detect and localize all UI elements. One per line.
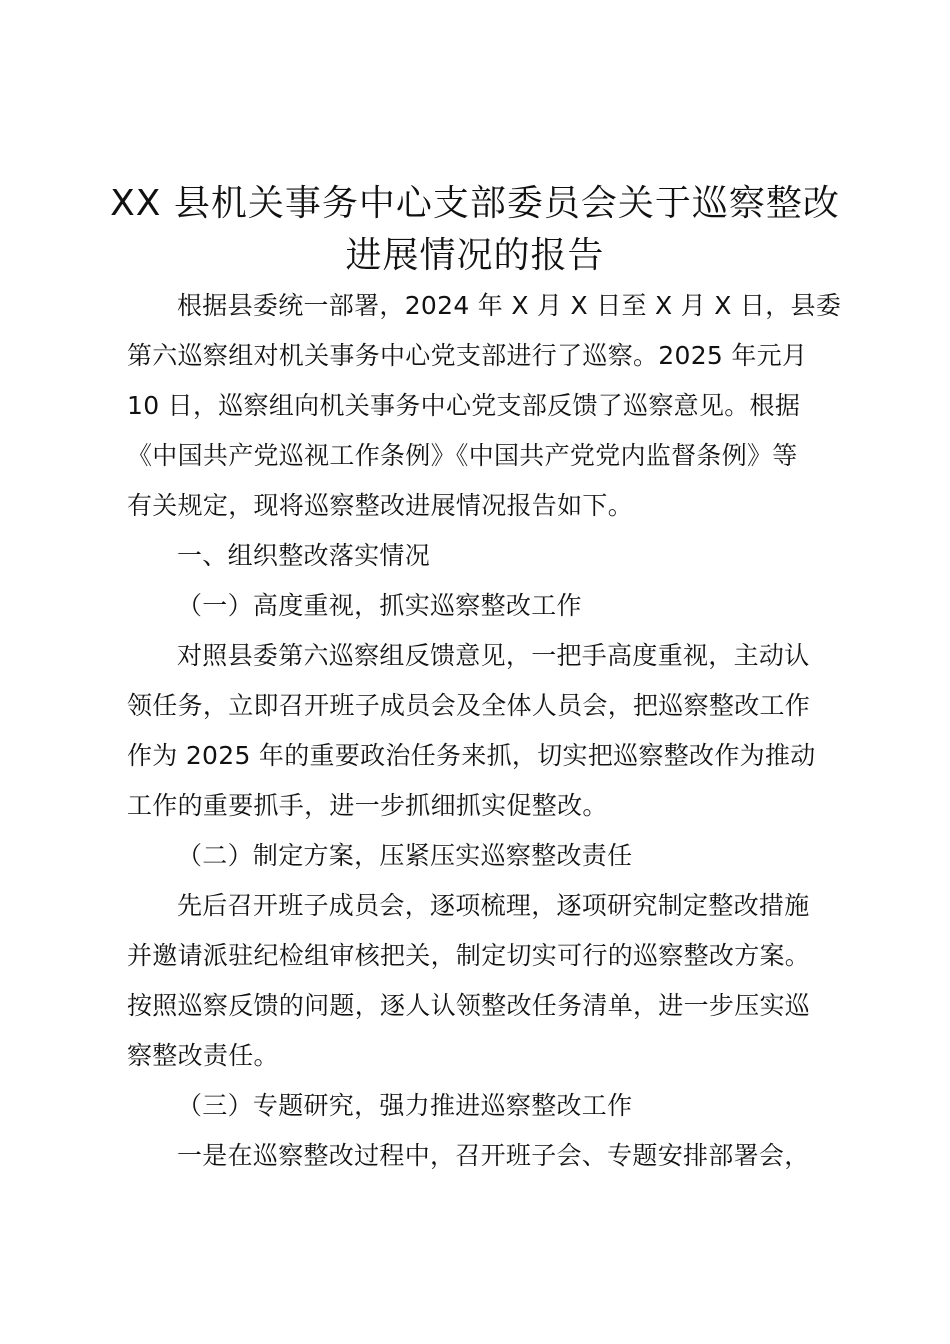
document-body bbox=[127, 281, 842, 1181]
subsection-heading: （二）制定方案，压紧压实巡察整改责任 bbox=[177, 841, 633, 870]
paragraph-intro-line: 《中国共产党巡视工作条例》《中国共产党党内监督条例》等 bbox=[127, 441, 798, 470]
title-line-2: 进展情况的报告 bbox=[345, 235, 605, 276]
paragraph-line: 一是在巡察整改过程中，召开班子会、专题安排部署会， bbox=[177, 1141, 810, 1170]
paragraph-line: 察整改责任。 bbox=[127, 1041, 279, 1070]
paragraph-line: 并邀请派驻纪检组审核把关，制定切实可行的巡察整改方案。 bbox=[127, 941, 811, 970]
subsection-heading: （三）专题研究，强力推进巡察整改工作 bbox=[177, 1091, 633, 1120]
paragraph-intro-line: 第六巡察组对机关事务中心党支部进行了巡察。2025 年元月 bbox=[127, 341, 808, 370]
title-line-1: XX 县机关事务中心支部委员会关于巡察整改 bbox=[110, 183, 840, 224]
subsection-heading: （一）高度重视，抓实巡察整改工作 bbox=[177, 591, 582, 620]
paragraph-intro-line: 有关规定，现将巡察整改进展情况报告如下。 bbox=[127, 491, 634, 520]
document-title bbox=[0, 178, 950, 282]
paragraph-line: 工作的重要抓手，进一步抓细抓实促整改。 bbox=[127, 791, 608, 820]
paragraph-intro-line: 根据县委统一部署，2024 年 X 月 X 日至 X 月 X 日，县委 bbox=[177, 291, 842, 320]
paragraph-line: 领任务，立即召开班子成员会及全体人员会，把巡察整改工作 bbox=[127, 691, 811, 720]
section-heading: 一、组织整改落实情况 bbox=[177, 541, 431, 570]
paragraph-line: 作为 2025 年的重要政治任务来抓，切实把巡察整改作为推动 bbox=[127, 741, 816, 770]
paragraph-line: 按照巡察反馈的问题，逐人认领整改任务清单，进一步压实巡 bbox=[127, 991, 811, 1020]
paragraph-line: 先后召开班子成员会，逐项梳理，逐项研究制定整改措施 bbox=[177, 891, 810, 920]
paragraph-intro-line: 10 日，巡察组向机关事务中心党支部反馈了巡察意见。根据 bbox=[127, 391, 801, 420]
paragraph-line: 对照县委第六巡察组反馈意见，一把手高度重视，主动认 bbox=[177, 641, 810, 670]
